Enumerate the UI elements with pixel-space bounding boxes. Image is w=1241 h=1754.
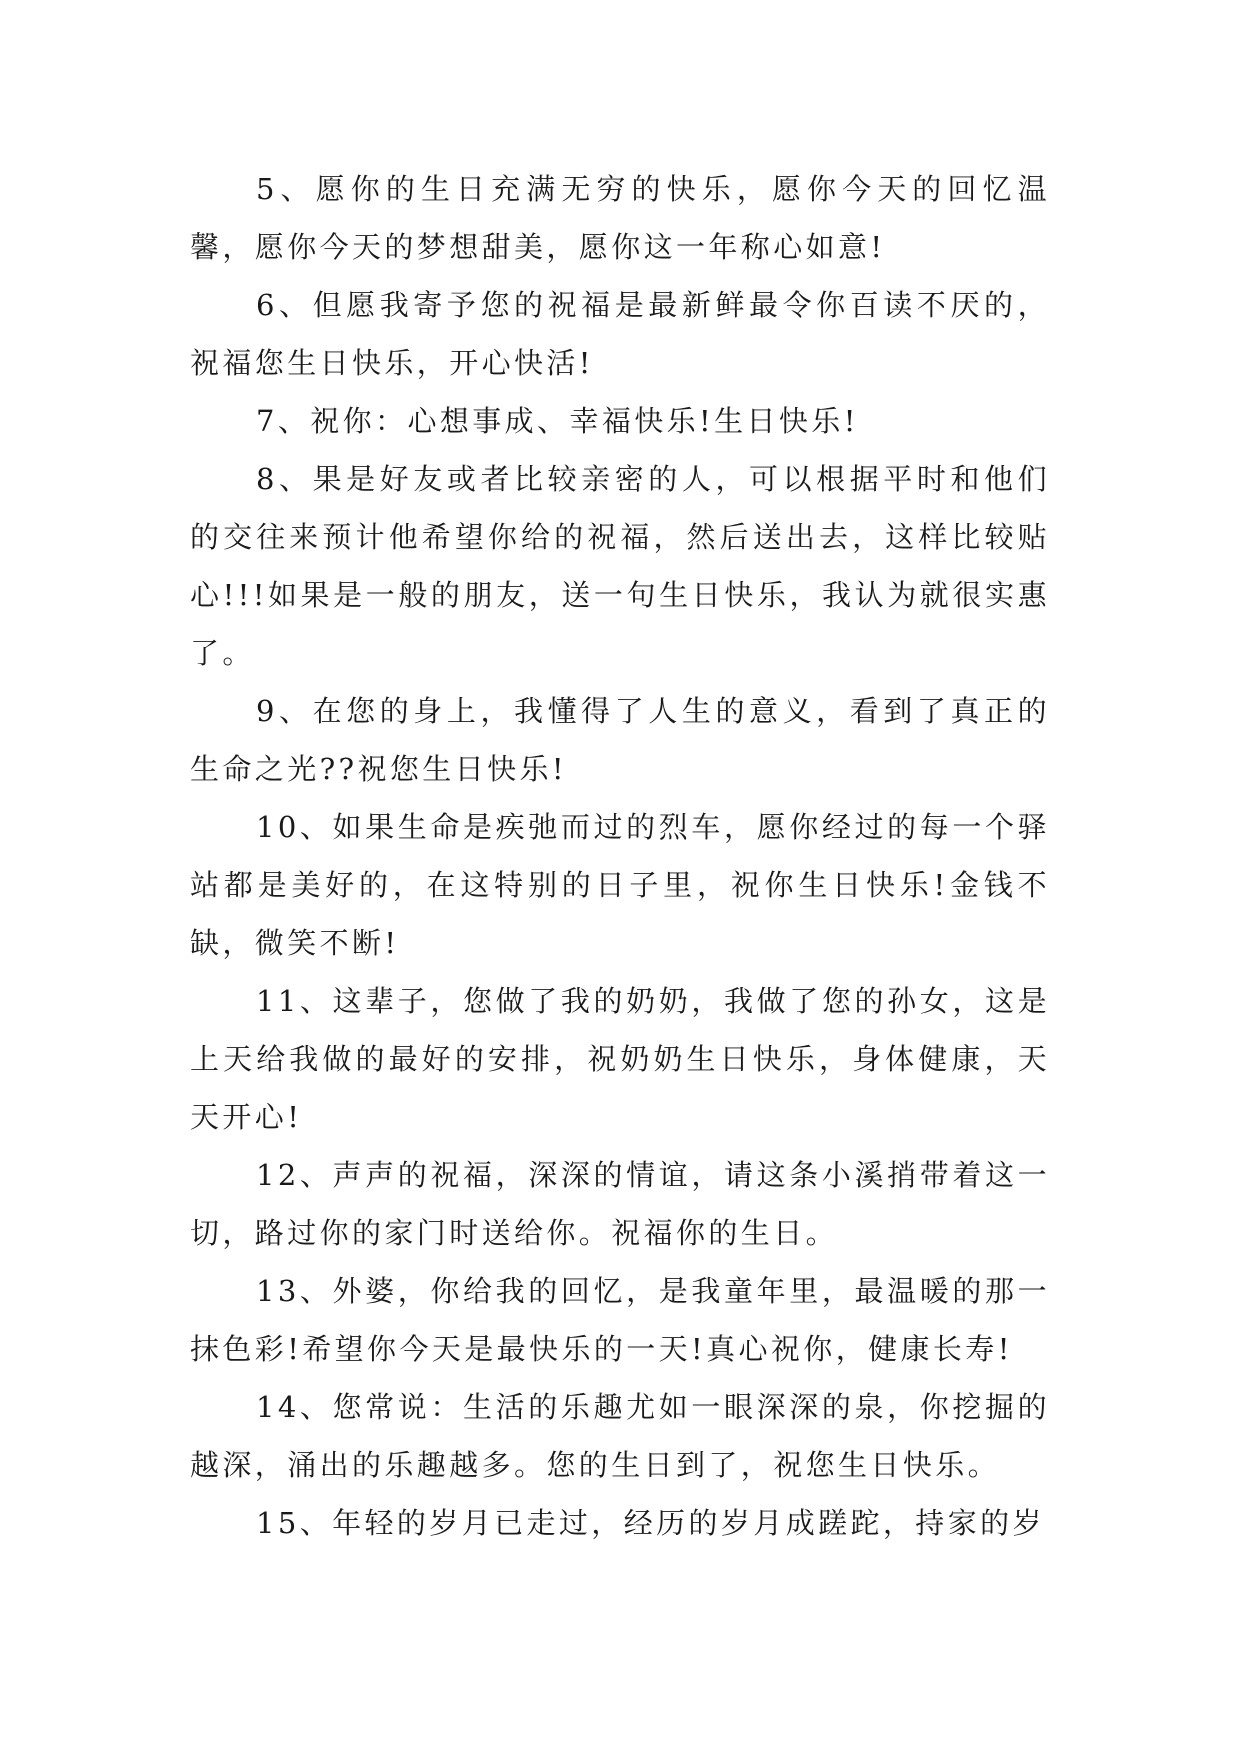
paragraph-8: 8、果是好友或者比较亲密的人，可以根据平时和他们的交往来预计他希望你给的祝福，然后送出去，这样比较贴心!!!如果是一般的朋友，送一句生日快乐，我认为就很实惠了。 bbox=[190, 462, 1050, 670]
paragraph-12: 12、声声的祝福，深深的情谊，请这条小溪捎带着这一切，路过你的家门时送给你。祝福你的生日。 bbox=[190, 1158, 1050, 1250]
paragraph-5: 5、愿你的生日充满无穷的快乐，愿你今天的回忆温馨，愿你今天的梦想甜美，愿你这一年称心如意! bbox=[190, 172, 1050, 264]
paragraph-14: 14、您常说：生活的乐趣尤如一眼深深的泉，你挖掘的越深，涌出的乐趣越多。您的生日到了，祝您生日快乐。 bbox=[190, 1390, 1050, 1482]
paragraph-6: 6、但愿我寄予您的祝福是最新鲜最令你百读不厌的，祝福您生日快乐，开心快活! bbox=[190, 288, 1050, 380]
paragraph-9: 9、在您的身上，我懂得了人生的意义，看到了真正的生命之光??祝您生日快乐! bbox=[190, 694, 1050, 786]
paragraph-11: 11、这辈子，您做了我的奶奶，我做了您的孙女，这是上天给我做的最好的安排，祝奶奶生日快乐，身体健康，天天开心! bbox=[190, 984, 1050, 1134]
paragraph-10: 10、如果生命是疾弛而过的烈车，愿你经过的每一个驿站都是美好的，在这特别的日子里，祝你生日快乐!金钱不缺，微笑不断! bbox=[190, 810, 1050, 960]
document-body bbox=[190, 160, 1050, 1552]
paragraph-15: 15、年轻的岁月已走过，经历的岁月成蹉跎，持家的岁 bbox=[256, 1506, 1045, 1540]
paragraph-7: 7、祝你：心想事成、幸福快乐!生日快乐! bbox=[256, 404, 859, 438]
paragraph-13: 13、外婆，你给我的回忆，是我童年里，最温暖的那一抹色彩!希望你今天是最快乐的一天!真心祝你，健康长寿! bbox=[190, 1274, 1050, 1366]
